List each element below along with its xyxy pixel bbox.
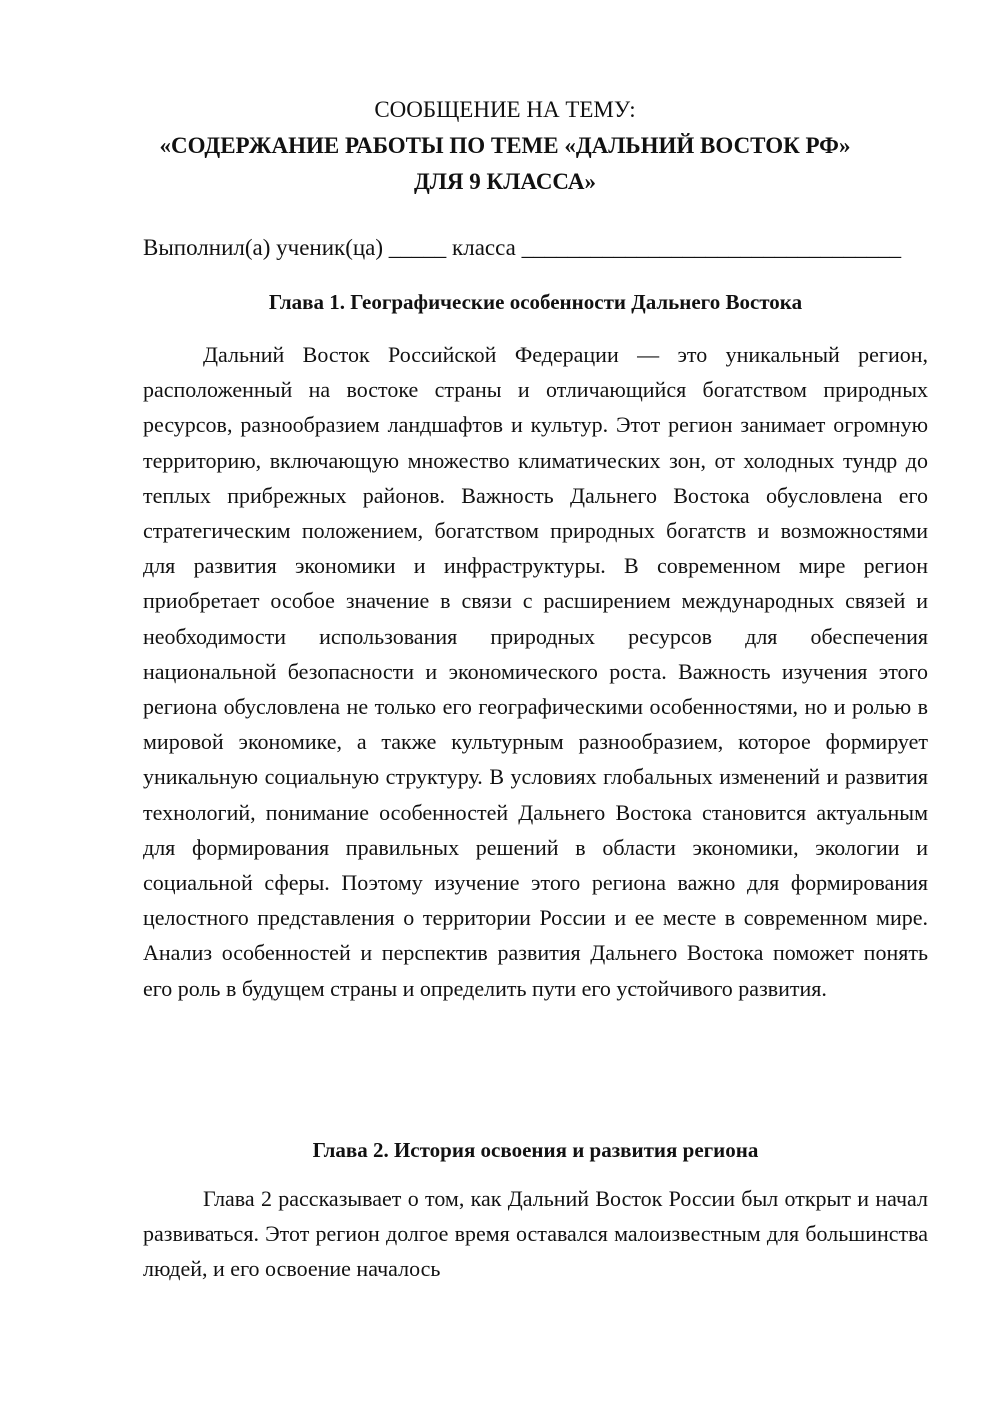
chapter-2-paragraph: Глава 2 рассказывает о том, как Дальний Восток России был открыт и начал развиваться. Этот регион долгое время оставался малоизвестным для большинства людей, и его освоение началось	[143, 1186, 928, 1282]
chapter-2-heading: Глава 2. История освоения и развития региона	[312, 1138, 759, 1162]
document-title-line-1: «СОДЕРЖАНИЕ РАБОТЫ ПО ТЕМЕ «ДАЛЬНИЙ ВОСТОК РФ»	[159, 133, 851, 158]
document-subtitle: СООБЩЕНИЕ НА ТЕМУ:	[374, 97, 636, 122]
chapter-1-paragraph: Дальний Восток Российской Федерации — это уникальный регион, расположенный на востоке страны и отличающийся богатством природных ресурсов, разнообразием ландшафтов и культур. Этот регион занимает огромную территорию, включающую множество климатических зон, от холодных тундр до теплых прибрежных районов. Важность Дальнего Востока обусловлена его стратегическим положением, богатством природных богатств и возможностями для развития экономики и инфраструктуры. В современном мире регион приобретает особое значение в связи с расширением международных связей и необходимости использования природных ресурсов для обеспечения национальной безопасности и экономического роста. Важность изучения этого региона обусловлена не только его географическими особенностями, но и ролью в мировой экономике, а также культурным разнообразием, которое формирует уникальную социальную структуру. В условиях глобальных изменений и развития технологий, понимание особенностей Дальнего Востока становится актуальным для формирования правильных решений в области экономики, экологии и социальной сферы. Поэтому изучение этого региона важно для формирования целостного представления о территории России и ее месте в современном мире. Анализ особенностей и перспектив развития Дальнего Востока поможет понять его роль в будущем страны и определить пути его устойчивого развития.	[143, 342, 928, 1001]
document-header	[120, 92, 890, 200]
chapter-1-heading: Глава 1. Географические особенности Дальнего Востока	[268, 290, 803, 314]
author-line: Выполнил(а) ученик(ца) _____ класса _________________________________	[143, 235, 902, 260]
chapter-2-paragraph-container	[143, 1181, 928, 1287]
document-title-line-2: ДЛЯ 9 КЛАССА»	[413, 169, 597, 194]
